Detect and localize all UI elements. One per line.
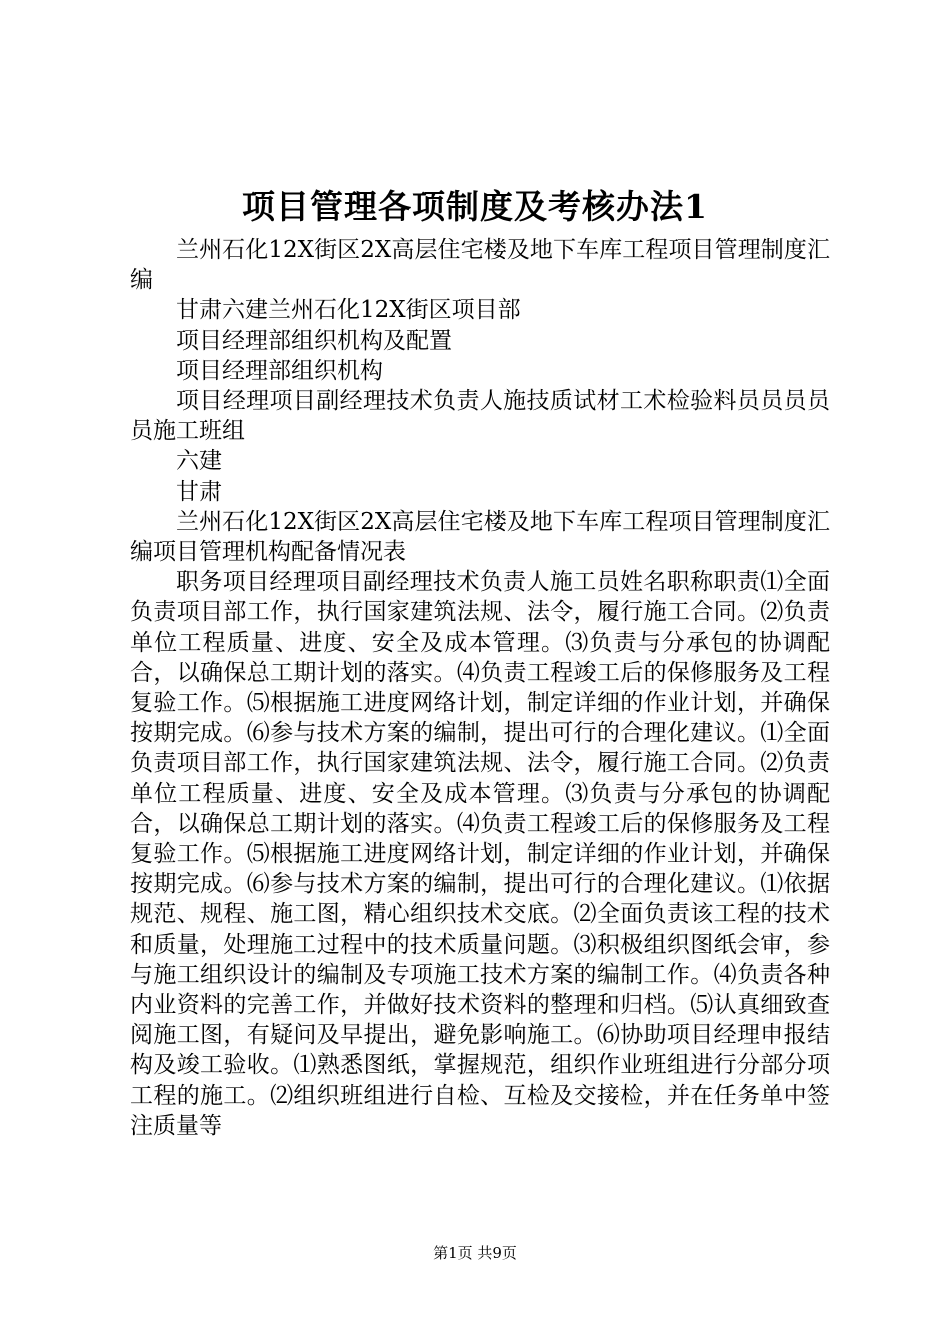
paragraph-org-config: 项目经理部组织机构及配置 — [176, 327, 452, 354]
paragraph-org-roles: 项目经理项目副经理技术负责人施技质试材工术检验料员员员员员施工班组 — [130, 388, 830, 445]
paragraph-staffing-table-title: 兰州石化12X街区2X高层住宅楼及地下车库工程项目管理制度汇编项目管理机构配备情况表 — [130, 508, 830, 566]
paragraph-department: 甘肃六建兰州石化12X街区项目部 — [176, 297, 521, 324]
paragraph-duties: 职务项目经理项目副经理技术负责人施工员姓名职称职责⑴全面负责项目部工作，执行国家建筑法规、法令，履行施工合同。⑵负责单位工程质量、进度、安全及成本管理。⑶负责与分承包的协调配合，以确保总工期计划的落实。⑷负责工程竣工后的保修服务及工程复验工作。⑸根据施工进度网络计划，制定详细的作业计划，并确保按期完成。⑹参与技术方案的编制，提出可行的合理化建议。⑴全面负责项目部工作，执行国家建筑法规、法令，履行施工合同。⑵负责单位工程质量、进度、安全及成本管理。⑶负责与分承包的协调配合，以确保总工期计划的落实。⑷负责工程竣工后的保修服务及工程复验工作。⑸根据施工进度网络计划，制定详细的作业计划，并确保按期完成。⑹参与技术方案的编制，提出可行的合理化建议。⑴依据规范、规程、施工图，精心组织技术交底。⑵全面负责该工程的技术和质量，处理施工过程中的技术质量问题。⑶积极组织图纸会审，参与施工组织设计的编制及专项施工技术方案的编制工作。⑷负责各种内业资料的完善工作，并做好技术资料的整理和归档。⑸认真细致查阅施工图，有疑问及早提出，避免影响施工。⑹协助项目经理申报结构及竣工验收。⑴熟悉图纸，掌握规范，组织作业班组进行分部分项工程的施工。⑵组织班组进行自检、互检及交接检，并在任务单中签注质量等 — [130, 569, 830, 1139]
page-footer: 第1页 共9页 — [433, 1244, 517, 1262]
document-body — [130, 235, 830, 1141]
document-title: 项目管理各项制度及考核办法1 — [242, 187, 708, 226]
paragraph-org-structure: 项目经理部组织机构 — [176, 357, 383, 384]
paragraph-project-name: 兰州石化12X街区2X高层住宅楼及地下车库工程项目管理制度汇编 — [130, 237, 830, 294]
paragraph-gansu: 甘肃 — [176, 478, 222, 505]
paragraph-liujian: 六建 — [176, 448, 222, 475]
